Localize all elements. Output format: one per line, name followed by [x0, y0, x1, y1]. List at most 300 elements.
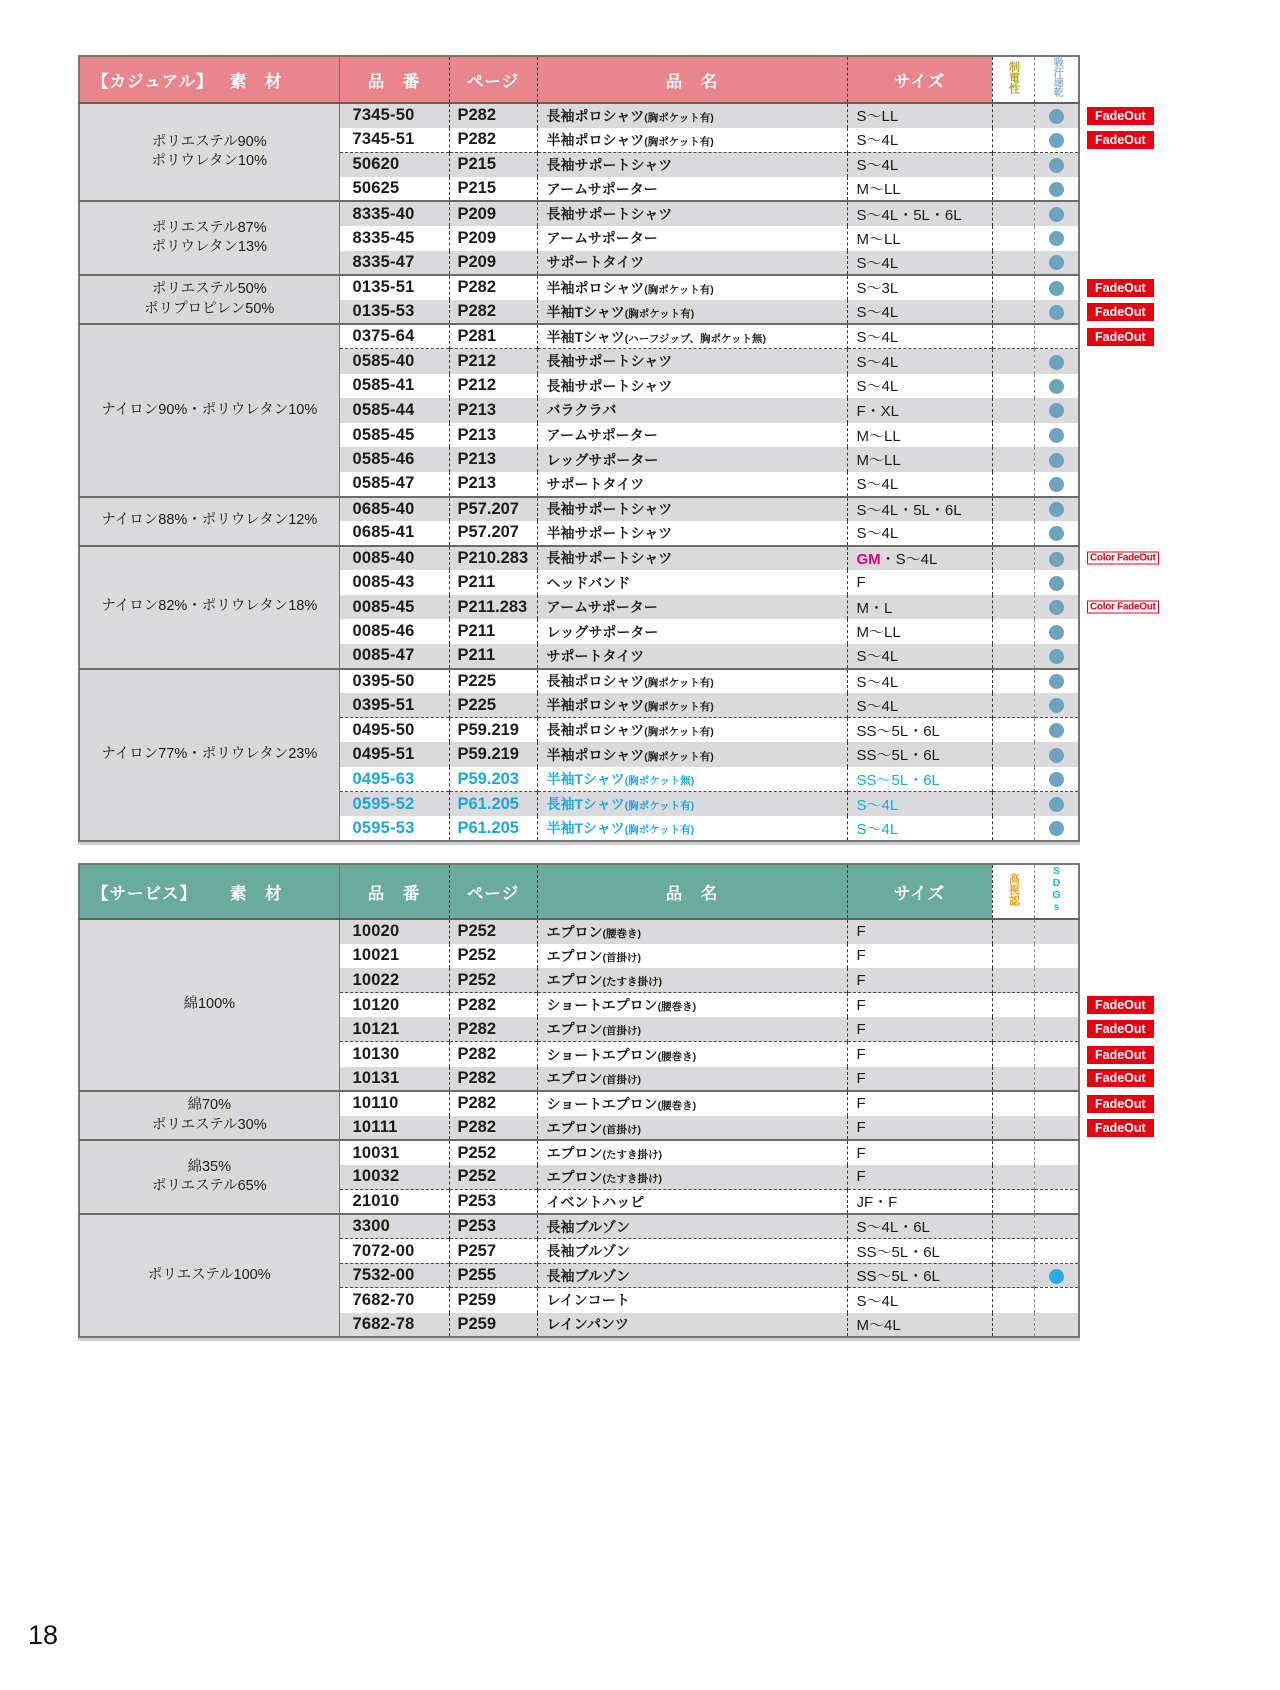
moisture-wicking-dot: [1049, 281, 1064, 296]
size-cell: F: [847, 968, 992, 993]
product-name-note: (たすき掛け): [602, 1149, 662, 1162]
product-name-cell: 長袖サポートシャツ: [537, 374, 847, 399]
table-row: [79, 1091, 1079, 1116]
table-row: [79, 497, 1079, 522]
indicator-cell-2: [1034, 1288, 1079, 1313]
product-name-note: (首掛け): [602, 1123, 641, 1136]
indicator-cell-1: [992, 993, 1034, 1018]
indicator-cell-2: [1034, 177, 1079, 202]
page-ref-cell: P282: [449, 128, 537, 153]
table-row: [79, 1140, 1079, 1165]
indicator-cell-2: [1034, 226, 1079, 251]
product-name-cell: バラクラバ: [537, 398, 847, 423]
indicator-cell-2: [1034, 546, 1156, 571]
size-cell: F: [847, 570, 992, 595]
page-ref-cell: P211.283: [449, 595, 537, 620]
table-row: [79, 546, 1079, 571]
size-cell: S〜4L: [847, 349, 992, 374]
indicator-cell-2: [1034, 669, 1079, 694]
page-ref-cell: P209: [449, 201, 537, 226]
page-column-header: ページ: [449, 56, 537, 103]
indicator-cell-1: [992, 767, 1034, 792]
page-ref-cell: P213: [449, 447, 537, 472]
page-ref-cell: P213: [449, 472, 537, 497]
product-name-note: (胸ポケット有): [624, 307, 695, 320]
indicator-cell-1: [992, 177, 1034, 202]
product-code-cell: 10032: [339, 1165, 449, 1190]
indicator-cell-1: [992, 816, 1034, 841]
fadeout-badge: FadeOut: [1087, 1020, 1154, 1038]
moisture-wicking-dot: [1049, 502, 1064, 517]
product-code-cell: 10110: [339, 1091, 449, 1116]
color-fadeout-badge: Color FadeOut: [1087, 552, 1159, 565]
moisture-wicking-column-header: 吸汗速乾: [1034, 56, 1079, 103]
moisture-wicking-dot: [1049, 231, 1064, 246]
product-name-note: (首掛け): [602, 1025, 641, 1038]
indicator-cell-1: [992, 1116, 1034, 1141]
fadeout-badge: FadeOut: [1087, 328, 1154, 346]
indicator-cell-2: [1034, 1116, 1146, 1141]
size-cell: S〜4L: [847, 521, 992, 546]
indicator-cell-2: [1034, 447, 1079, 472]
moisture-wicking-dot: [1049, 182, 1064, 197]
material-cell: ポリエステル87% ポリウレタン13%: [79, 201, 339, 275]
product-name-cell: ショートエプロン(腰巻き): [537, 1091, 847, 1116]
indicator-cell-1: [992, 968, 1034, 993]
material-cell: 綿35% ポリエステル65%: [79, 1140, 339, 1214]
material-column-header: [79, 864, 339, 919]
page-ref-cell: P59.219: [449, 742, 537, 767]
product-name-cell: 長袖サポートシャツ: [537, 497, 847, 522]
header-row: [79, 864, 1079, 919]
indicator-cell-1: [992, 497, 1034, 522]
product-name-note: (胸ポケット有): [624, 800, 695, 813]
size-cell: S〜4L: [847, 324, 992, 349]
product-code-cell: 0375-64: [339, 324, 449, 349]
product-code-cell: 0585-47: [339, 472, 449, 497]
product-code-cell: 7532-00: [339, 1263, 449, 1288]
product-name-cell: エプロン(首掛け): [537, 1067, 847, 1092]
table-row: [79, 275, 1079, 300]
size-cell: S〜4L: [847, 472, 992, 497]
table-category-title: 【サービス】: [92, 884, 197, 903]
indicator-cell-1: [992, 1263, 1034, 1288]
indicator-cell-2: [1034, 570, 1079, 595]
indicator-cell-1: [992, 226, 1034, 251]
product-name-note: (胸ポケット有): [644, 283, 714, 296]
product-code-cell: 8335-40: [339, 201, 449, 226]
product-code-cell: 10111: [339, 1116, 449, 1141]
indicator-cell-1: [992, 1288, 1034, 1313]
product-code-cell: 0085-45: [339, 595, 449, 620]
product-name-cell: レインコート: [537, 1288, 847, 1313]
product-name-cell: 半袖サポートシャツ: [537, 521, 847, 546]
product-name-cell: 長袖ポロシャツ(胸ポケット有): [537, 103, 847, 128]
product-code-cell: 10022: [339, 968, 449, 993]
size-cell: S〜4L: [847, 1288, 992, 1313]
product-code-cell: 0685-40: [339, 497, 449, 522]
product-name-cell: エプロン(首掛け): [537, 1017, 847, 1042]
product-name-note: (胸ポケット有): [644, 135, 714, 148]
product-name-note: (腰巻き): [657, 1099, 697, 1112]
page-ref-cell: P259: [449, 1313, 537, 1338]
product-code-cell: 0085-47: [339, 644, 449, 669]
moisture-wicking-dot: [1049, 526, 1064, 541]
product-name-cell: 半袖Tシャツ(胸ポケット有): [537, 816, 847, 841]
product-name-cell: 長袖サポートシャツ: [537, 152, 847, 177]
moisture-wicking-dot: [1049, 821, 1064, 836]
size-cell: M〜LL: [847, 226, 992, 251]
product-name-cell: レッグサポーター: [537, 619, 847, 644]
moisture-wicking-dot: [1049, 698, 1064, 713]
indicator-cell-2: [1034, 201, 1079, 226]
product-name-note: (胸ポケット有): [644, 701, 714, 714]
product-name-note: (首掛け): [602, 1074, 641, 1087]
product-name-note: (ハーフジップ、胸ポケット無): [624, 332, 766, 345]
size-cell: S〜3L: [847, 275, 992, 300]
name-column-header: 品 名: [537, 864, 847, 919]
material-cell: ポリエステル100%: [79, 1214, 339, 1337]
code-column-header: 品 番: [339, 864, 449, 919]
indicator-cell-2: [1034, 1190, 1079, 1215]
page-ref-cell: P282: [449, 300, 537, 325]
page-ref-cell: P252: [449, 968, 537, 993]
product-code-cell: 0685-41: [339, 521, 449, 546]
indicator-cell-1: [992, 669, 1034, 694]
page-ref-cell: P211: [449, 619, 537, 644]
table-row: [79, 324, 1079, 349]
product-code-cell: 0595-52: [339, 792, 449, 817]
product-name-cell: サポートタイツ: [537, 251, 847, 276]
page-ref-cell: P211: [449, 644, 537, 669]
size-column-header: サイズ: [847, 56, 992, 103]
indicator-cell-2: [1034, 718, 1079, 743]
indicator-cell-1: [992, 1017, 1034, 1042]
product-code-cell: 0085-43: [339, 570, 449, 595]
moisture-wicking-dot: [1049, 158, 1064, 173]
page-ref-cell: P259: [449, 1288, 537, 1313]
indicator-cell-2: [1034, 595, 1156, 620]
indicator-cell-1: [992, 472, 1034, 497]
product-name-cell: 長袖サポートシャツ: [537, 349, 847, 374]
product-code-cell: 10031: [339, 1140, 449, 1165]
moisture-wicking-dot: [1049, 255, 1064, 270]
product-name-cell: ヘッドバンド: [537, 570, 847, 595]
product-name-note: (胸ポケット無): [624, 775, 695, 788]
page-ref-cell: P61.205: [449, 792, 537, 817]
material-cell: ポリエステル50% ポリプロピレン50%: [79, 275, 339, 324]
moisture-wicking-dot: [1049, 403, 1064, 418]
product-code-cell: 3300: [339, 1214, 449, 1239]
indicator-cell-2: [1034, 374, 1079, 399]
product-code-cell: 0085-40: [339, 546, 449, 571]
size-cell: SS〜5L・6L: [847, 1239, 992, 1264]
fadeout-badge: FadeOut: [1087, 1095, 1154, 1113]
page-ref-cell: P213: [449, 398, 537, 423]
product-name-note: (たすき掛け): [602, 976, 662, 989]
size-cell: GM・S〜4L: [847, 546, 992, 571]
indicator-cell-2: [1034, 742, 1079, 767]
product-code-cell: 0585-44: [339, 398, 449, 423]
product-name-note: (腰巻き): [602, 927, 641, 940]
size-cell: S〜4L: [847, 644, 992, 669]
service-table-body: [79, 919, 1146, 1337]
product-name-note: (腰巻き): [657, 1050, 697, 1063]
product-name-note: (胸ポケット有): [624, 824, 695, 837]
indicator-cell-2: [1034, 152, 1079, 177]
page-ref-cell: P282: [449, 1042, 537, 1067]
indicator-cell-2: [1034, 767, 1079, 792]
product-code-cell: 10021: [339, 944, 449, 969]
size-cell: S〜4L: [847, 374, 992, 399]
fadeout-badge: FadeOut: [1087, 107, 1154, 125]
product-name-cell: 長袖ポロシャツ(胸ポケット有): [537, 669, 847, 694]
page-ref-cell: P282: [449, 1067, 537, 1092]
material-cell: ナイロン88%・ポリウレタン12%: [79, 497, 339, 546]
casual-product-index-table: [78, 55, 1156, 842]
product-code-cell: 0495-51: [339, 742, 449, 767]
indicator-cell-2: [1034, 300, 1146, 325]
indicator-cell-1: [992, 792, 1034, 817]
product-name-cell: アームサポーター: [537, 595, 847, 620]
indicator-cell-1: [992, 300, 1034, 325]
size-cell: S〜4L: [847, 300, 992, 325]
indicator-cell-2: [1034, 251, 1079, 276]
product-name-cell: 長袖ブルゾン: [537, 1214, 847, 1239]
page-ref-cell: P282: [449, 1017, 537, 1042]
moisture-wicking-dot: [1049, 552, 1064, 567]
size-cell: S〜4L・6L: [847, 1214, 992, 1239]
size-cell: F: [847, 993, 992, 1018]
moisture-wicking-dot: [1049, 207, 1064, 222]
indicator-cell-1: [992, 521, 1034, 546]
product-code-cell: 7345-50: [339, 103, 449, 128]
page-ref-cell: P282: [449, 1116, 537, 1141]
page-ref-cell: P282: [449, 1091, 537, 1116]
indicator-cell-1: [992, 128, 1034, 153]
size-cell: S〜4L・5L・6L: [847, 201, 992, 226]
product-name-cell: ショートエプロン(腰巻き): [537, 993, 847, 1018]
fadeout-badge: FadeOut: [1087, 279, 1154, 297]
product-name-cell: イベントハッピ: [537, 1190, 847, 1215]
product-code-cell: 8335-47: [339, 251, 449, 276]
indicator-cell-1: [992, 275, 1034, 300]
product-name-cell: エプロン(首掛け): [537, 944, 847, 969]
product-code-cell: 0495-63: [339, 767, 449, 792]
sdgs-dot: [1049, 1269, 1064, 1284]
size-cell: SS〜5L・6L: [847, 767, 992, 792]
page-ref-cell: P209: [449, 226, 537, 251]
fadeout-badge: FadeOut: [1087, 1069, 1154, 1087]
indicator-cell-1: [992, 1067, 1034, 1092]
page-ref-cell: P282: [449, 993, 537, 1018]
table-category-title: 【カジュアル】: [92, 72, 214, 91]
page-ref-cell: P252: [449, 919, 537, 944]
moisture-wicking-dot: [1049, 600, 1064, 615]
indicator-cell-2: [1034, 1313, 1079, 1338]
antistatic-column-header: 制電性: [992, 56, 1034, 103]
indicator-cell-1: [992, 1042, 1034, 1067]
page-ref-cell: P213: [449, 423, 537, 448]
product-code-cell: 0595-53: [339, 816, 449, 841]
moisture-wicking-dot: [1049, 109, 1064, 124]
size-cell: F: [847, 944, 992, 969]
fadeout-badge: FadeOut: [1087, 1119, 1154, 1137]
indicator-cell-2: [1034, 1165, 1079, 1190]
size-cell: F: [847, 1067, 992, 1092]
indicator-cell-1: [992, 1214, 1034, 1239]
moisture-wicking-dot: [1049, 133, 1064, 148]
indicator-cell-1: [992, 570, 1034, 595]
product-name-note: (胸ポケット有): [644, 750, 714, 763]
indicator-cell-2: [1034, 1042, 1146, 1067]
size-cell: S〜4L: [847, 251, 992, 276]
moisture-wicking-dot: [1049, 748, 1064, 763]
page-ref-cell: P215: [449, 177, 537, 202]
size-cell: M・L: [847, 595, 992, 620]
indicator-cell-1: [992, 324, 1034, 349]
product-name-cell: 長袖Tシャツ(胸ポケット有): [537, 792, 847, 817]
size-cell: F: [847, 1042, 992, 1067]
indicator-cell-1: [992, 595, 1034, 620]
product-code-cell: 7682-78: [339, 1313, 449, 1338]
moisture-wicking-dot: [1049, 625, 1064, 640]
size-cell: SS〜5L・6L: [847, 742, 992, 767]
page-ref-cell: P252: [449, 1165, 537, 1190]
material-cell: ナイロン77%・ポリウレタン23%: [79, 669, 339, 841]
size-cell: M〜LL: [847, 423, 992, 448]
product-code-cell: 10120: [339, 993, 449, 1018]
product-name-note: (首掛け): [602, 951, 641, 964]
moisture-wicking-dot: [1049, 477, 1064, 492]
indicator-cell-1: [992, 919, 1034, 944]
indicator-cell-2: [1034, 275, 1146, 300]
product-code-cell: 0395-50: [339, 669, 449, 694]
indicator-cell-1: [992, 349, 1034, 374]
product-name-cell: アームサポーター: [537, 423, 847, 448]
indicator-cell-1: [992, 693, 1034, 718]
indicator-cell-2: [1034, 423, 1079, 448]
size-cell: M〜LL: [847, 619, 992, 644]
indicator-cell-1: [992, 1190, 1034, 1215]
page-ref-cell: P281: [449, 324, 537, 349]
indicator-cell-2: [1034, 398, 1079, 423]
page-ref-cell: P61.205: [449, 816, 537, 841]
indicator-cell-2: [1034, 1239, 1079, 1264]
size-cell: M〜LL: [847, 177, 992, 202]
indicator-cell-1: [992, 1313, 1034, 1338]
product-code-cell: 0585-41: [339, 374, 449, 399]
moisture-wicking-dot: [1049, 355, 1064, 370]
name-column-header: 品 名: [537, 56, 847, 103]
product-name-cell: ショートエプロン(腰巻き): [537, 1042, 847, 1067]
product-name-cell: レッグサポーター: [537, 447, 847, 472]
size-cell: S〜4L: [847, 693, 992, 718]
indicator-cell-2: [1034, 619, 1079, 644]
material-cell: 綿70% ポリエステル30%: [79, 1091, 339, 1140]
moisture-wicking-dot: [1049, 649, 1064, 664]
moisture-wicking-dot: [1049, 797, 1064, 812]
indicator-cell-1: [992, 1091, 1034, 1116]
casual-table-body: [79, 103, 1156, 841]
page-ref-cell: P282: [449, 275, 537, 300]
table-row: [79, 201, 1079, 226]
product-code-cell: 21010: [339, 1190, 449, 1215]
size-cell: F: [847, 1140, 992, 1165]
indicator-cell-1: [992, 398, 1034, 423]
product-code-cell: 0135-51: [339, 275, 449, 300]
page-ref-cell: P255: [449, 1263, 537, 1288]
product-name-cell: エプロン(腰巻き): [537, 919, 847, 944]
product-name-note: (胸ポケット有): [644, 677, 714, 690]
indicator-cell-2: [1034, 693, 1079, 718]
size-cell: F: [847, 919, 992, 944]
size-cell: S〜LL: [847, 103, 992, 128]
moisture-wicking-dot: [1049, 772, 1064, 787]
page-ref-cell: P253: [449, 1214, 537, 1239]
page-ref-cell: P252: [449, 1140, 537, 1165]
service-product-index-table: [78, 863, 1146, 1338]
product-name-cell: アームサポーター: [537, 226, 847, 251]
moisture-wicking-dot: [1049, 453, 1064, 468]
material-cell: ナイロン90%・ポリウレタン10%: [79, 324, 339, 496]
size-cell: M〜4L: [847, 1313, 992, 1338]
product-name-cell: 長袖サポートシャツ: [537, 546, 847, 571]
product-name-cell: アームサポーター: [537, 177, 847, 202]
indicator-cell-2: [1034, 472, 1079, 497]
size-cell: F: [847, 1116, 992, 1141]
code-column-header: 品 番: [339, 56, 449, 103]
product-name-note: (胸ポケット有): [644, 111, 714, 124]
size-cell: S〜4L: [847, 669, 992, 694]
header-row: [79, 56, 1079, 103]
product-name-cell: 半袖ポロシャツ(胸ポケット有): [537, 693, 847, 718]
size-cell: SS〜5L・6L: [847, 1263, 992, 1288]
product-name-cell: エプロン(たすき掛け): [537, 1140, 847, 1165]
product-code-cell: 50620: [339, 152, 449, 177]
page-ref-cell: P257: [449, 1239, 537, 1264]
product-name-cell: サポートタイツ: [537, 644, 847, 669]
size-cell: S〜4L: [847, 152, 992, 177]
product-name-cell: エプロン(たすき掛け): [537, 968, 847, 993]
size-cell: S〜4L: [847, 128, 992, 153]
moisture-wicking-dot: [1049, 379, 1064, 394]
indicator-cell-1: [992, 546, 1034, 571]
product-code-cell: 7072-00: [339, 1239, 449, 1264]
indicator-cell-1: [992, 423, 1034, 448]
product-code-cell: 7682-70: [339, 1288, 449, 1313]
page-ref-cell: P252: [449, 944, 537, 969]
product-code-cell: 8335-45: [339, 226, 449, 251]
product-name-cell: 長袖ブルゾン: [537, 1239, 847, 1264]
indicator-cell-2: [1034, 1140, 1079, 1165]
indicator-cell-2: [1034, 944, 1079, 969]
indicator-cell-1: [992, 152, 1034, 177]
indicator-cell-2: [1034, 919, 1079, 944]
page-ref-cell: P282: [449, 103, 537, 128]
fadeout-badge: FadeOut: [1087, 303, 1154, 321]
size-cell: S〜4L・5L・6L: [847, 497, 992, 522]
product-code-cell: 50625: [339, 177, 449, 202]
page-ref-cell: P253: [449, 1190, 537, 1215]
page-ref-cell: P57.207: [449, 497, 537, 522]
product-name-note: (腰巻き): [657, 1001, 697, 1014]
product-code-cell: 10020: [339, 919, 449, 944]
product-code-cell: 0135-53: [339, 300, 449, 325]
fadeout-badge: FadeOut: [1087, 1046, 1154, 1064]
page-ref-cell: P215: [449, 152, 537, 177]
product-code-cell: 0495-50: [339, 718, 449, 743]
